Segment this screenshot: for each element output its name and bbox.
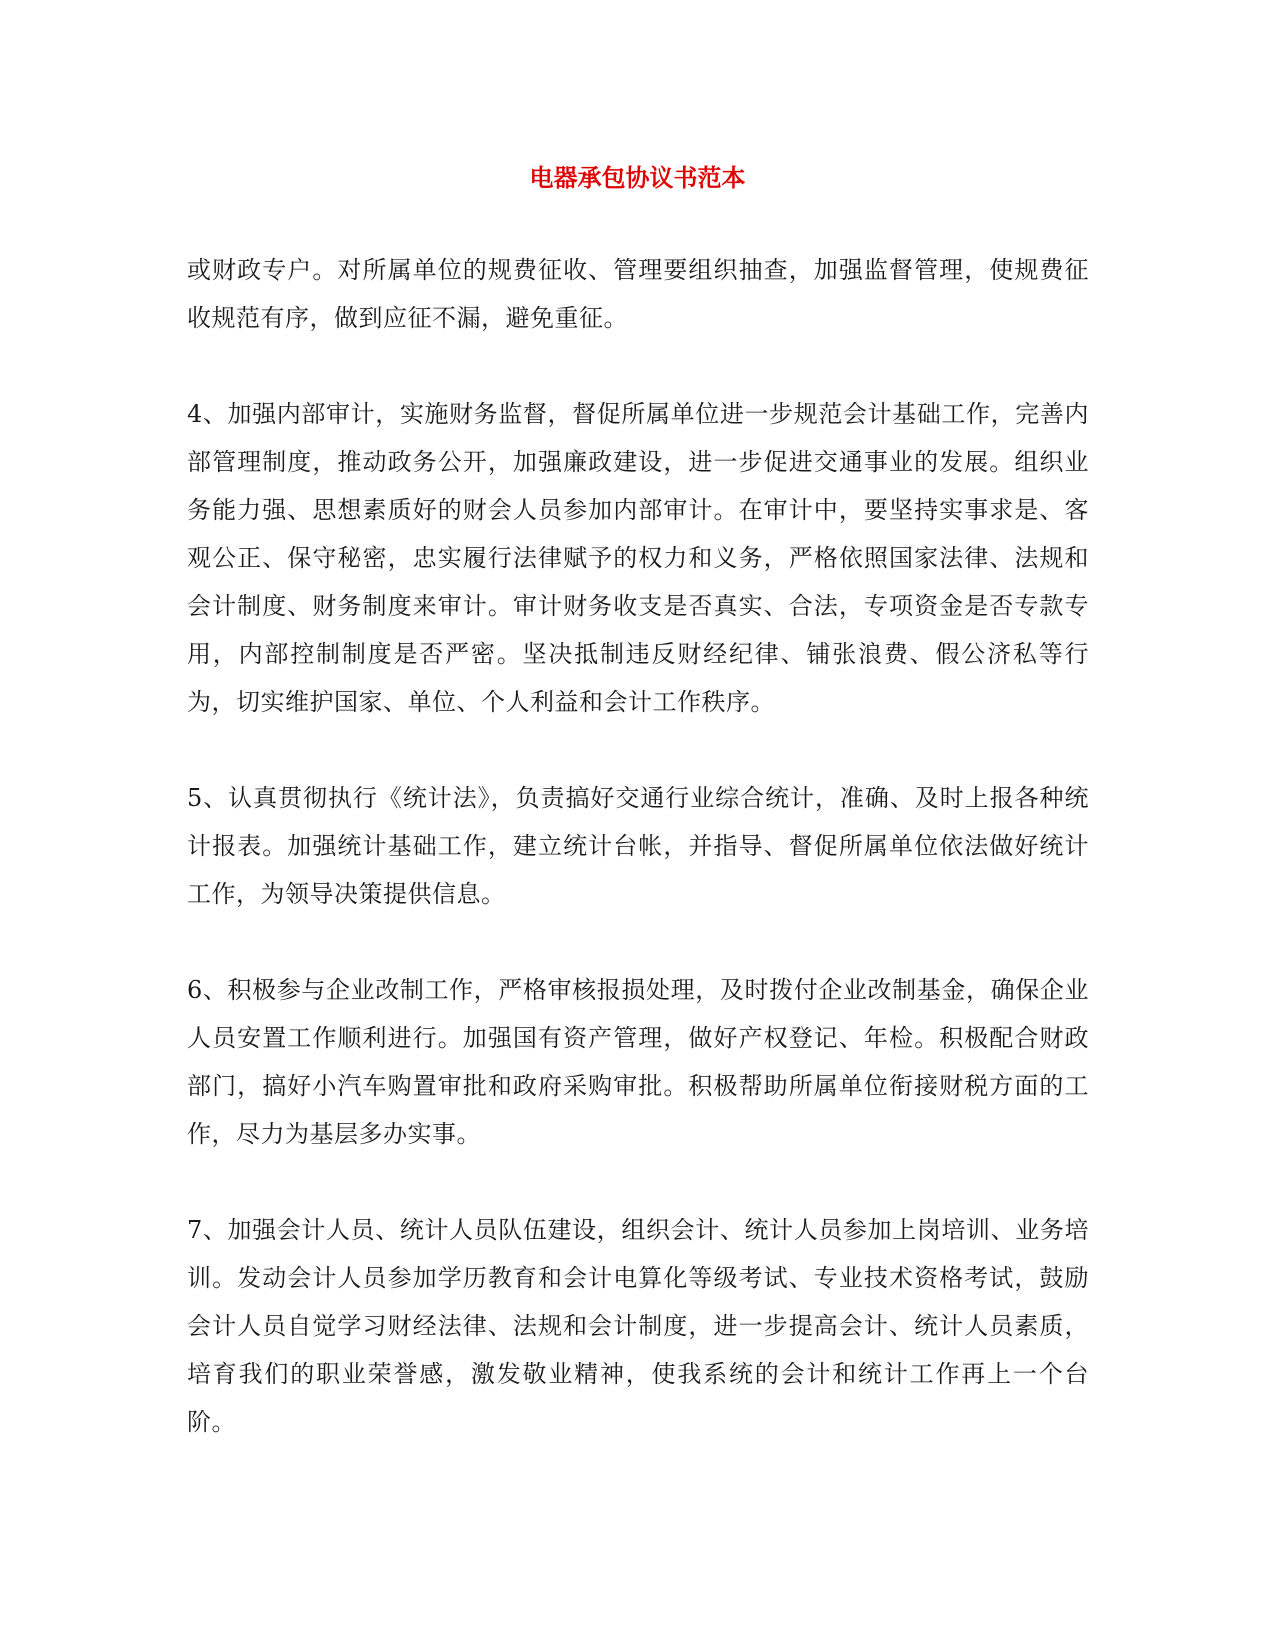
document-title: 电器承包协议书范本: [529, 163, 746, 192]
paragraph-item-4: 4、加强内部审计，实施财务监督，督促所属单位进一步规范会计基础工作，完善内部管理制度，推动政务公开，加强廉政建设，进一步促进交通事业的发展。组织业务能力强、思想素质好的财会人员参加内部审计。在审计中，要坚持实事求是、客观公正、保守秘密，忠实履行法律赋予的权力和义务，严格依照国家法律、法规和会计制度、财务制度来审计。审计财务收支是否真实、合法，专项资金是否专款专用，内部控制制度是否严密。坚决抵制违反财经纪律、铺张浪费、假公济私等行为，切实维护国家、单位、个人利益和会计工作秩序。: [187, 400, 1089, 716]
paragraph-item-7: 7、加强会计人员、统计人员队伍建设，组织会计、统计人员参加上岗培训、业务培训。发动会计人员参加学历教育和会计电算化等级考试、专业技术资格考试，鼓励会计人员自觉学习财经法律、法规和会计制度，进一步提高会计、统计人员素质，培育我们的职业荣誉感，激发敬业精神，使我系统的会计和统计工作再上一个台阶。: [187, 1216, 1089, 1436]
document-body: [187, 246, 1089, 1494]
paragraph-item-6: 6、积极参与企业改制工作，严格审核报损处理，及时拨付企业改制基金，确保企业人员安置工作顺利进行。加强国有资产管理，做好产权登记、年检。积极配合财政部门，搞好小汽车购置审批和政府采购审批。积极帮助所属单位衔接财税方面的工作，尽力为基层多办实事。: [187, 976, 1089, 1148]
paragraph-continuation: 或财政专户。对所属单位的规费征收、管理要组织抽查，加强监督管理，使规费征收规范有序，做到应征不漏，避免重征。: [187, 256, 1089, 332]
paragraph-item-5: 5、认真贯彻执行《统计法》，负责搞好交通行业综合统计，准确、及时上报各种统计报表。加强统计基础工作，建立统计台帐，并指导、督促所属单位依法做好统计工作，为领导决策提供信息。: [187, 784, 1089, 908]
